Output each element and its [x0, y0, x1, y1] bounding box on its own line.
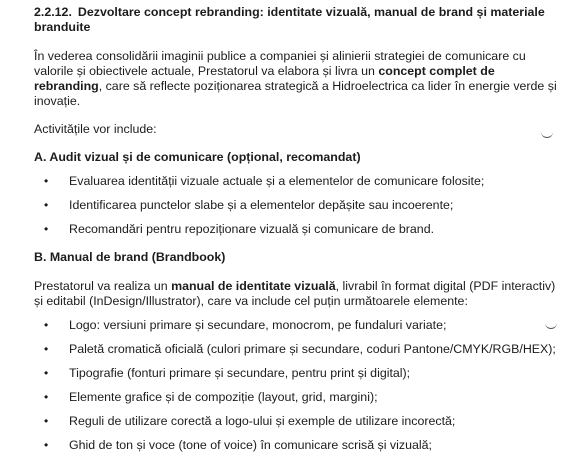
section-heading	[34, 5, 562, 35]
bullet-icon: •	[44, 366, 49, 380]
list-item-text: Evaluarea identității vizuale actuale și a elementelor de comunicare folosite;	[69, 174, 485, 188]
section-a-list	[34, 174, 562, 237]
section-title: Dezvoltare concept rebranding: identitate vizuală, manual de brand și materiale branduite	[34, 5, 545, 34]
list-item	[34, 414, 562, 429]
list-item-text: Identificarea punctelor slabe și a elementelor depășite sau incoerente;	[69, 198, 454, 212]
bullet-icon: •	[44, 318, 49, 332]
list-item	[34, 342, 562, 357]
bullet-icon: •	[44, 390, 49, 404]
bullet-icon: •	[44, 414, 49, 428]
brand-bold-text: manual de identitate vizuală	[171, 279, 336, 293]
section-b-list	[34, 318, 562, 453]
section-a-title: A. Audit vizual și de comunicare (opțional, recomandat)	[34, 150, 361, 164]
intro-text-2: , care să reflecte poziționarea strategică a Hidroelectrica ca lider în energie verde și inovație.	[34, 79, 557, 108]
section-b-paragraph	[34, 279, 562, 309]
list-item	[34, 198, 562, 213]
intro-paragraph	[34, 49, 562, 109]
list-item	[34, 390, 562, 405]
list-item-text: Paletă cromatică oficială (culori primare și secundare, coduri Pantone/CMYK/RGB/HEX);	[69, 342, 556, 356]
list-item-text: Elemente grafice și de compoziție (layout, grid, margini);	[69, 390, 378, 404]
document-page	[34, 0, 562, 453]
list-item	[34, 222, 562, 237]
list-item-text: Logo: versiuni primare și secundare, monocrom, pe fundaluri variate;	[69, 318, 447, 332]
list-item	[34, 174, 562, 189]
intro-bold-text: concept complet de rebranding	[34, 64, 495, 93]
list-item	[34, 318, 562, 333]
bullet-icon: •	[44, 222, 49, 236]
list-item-text: Recomandări pentru repoziționare vizuală și comunicare de brand.	[69, 222, 435, 236]
bullet-icon: •	[44, 198, 49, 212]
brand-text-2: , livrabil în format digital (PDF interactiv) și editabil (InDesign/Illustrator), care va include cel puțin următoarele elemente:	[34, 279, 556, 308]
list-item-text: Ghid de ton și voce (tone of voice) în comunicare scrisă și vizuală;	[69, 438, 432, 452]
list-item	[34, 438, 562, 453]
intro-text-1: În vederea consolidării imaginii publice a companiei și alinierii strategiei de comunicare cu valorile și obiectivele actuale, Prestatorul va elabora și livra un	[34, 49, 526, 78]
bullet-icon: •	[44, 438, 49, 452]
bullet-icon: •	[44, 342, 49, 356]
section-number: 2.2.12.	[34, 5, 72, 19]
bullet-icon: •	[44, 174, 49, 188]
list-item	[34, 366, 562, 381]
list-item-text: Tipografie (fonturi primare și secundare, pentru print și digital);	[69, 366, 411, 380]
section-b-title: B. Manual de brand (Brandbook)	[34, 250, 226, 264]
activities-intro: Activitățile vor include:	[34, 122, 157, 136]
brand-text-1: Prestatorul va realiza un	[34, 279, 172, 293]
list-item-text: Reguli de utilizare corectă a logo-ului și exemple de utilizare incorectă;	[69, 414, 456, 428]
